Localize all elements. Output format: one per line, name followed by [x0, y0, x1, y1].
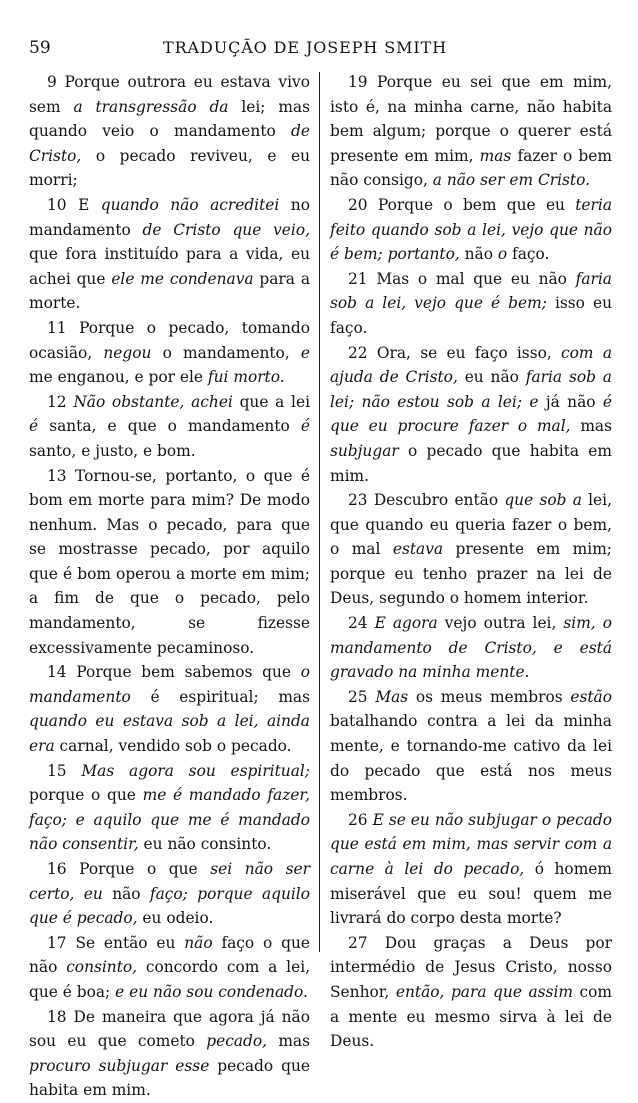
verse-italic-text: quando eu estava sob a lei, ainda era: [29, 712, 310, 756]
verse-text: eu não: [457, 368, 526, 387]
verse-20: [330, 193, 612, 267]
verse-number: 21: [348, 269, 368, 288]
verse-text: já não: [538, 392, 603, 411]
verse-21: [330, 267, 612, 341]
verse-text: concordo com a lei, que é boa;: [29, 958, 311, 1001]
verse-10: [29, 193, 310, 316]
verse-text: eu não consinto.: [138, 835, 272, 854]
verse-italic-text: Mas agora sou espiritual;: [81, 761, 310, 780]
verse-italic-text: então, para que assim: [395, 982, 573, 1001]
verse-text: o mandamento,: [151, 343, 301, 362]
verse-25: [330, 685, 612, 808]
verse-text: Descubro então: [373, 491, 505, 510]
verse-text: o pecado reviveu, e eu morri;: [29, 146, 310, 190]
verse-number: 27: [348, 933, 368, 952]
verse-italic-text: negou: [103, 343, 152, 362]
verse-italic-text: Não obstante, achei: [73, 392, 233, 411]
verse-italic-text: e eu não sou condenado.: [115, 982, 308, 1001]
verse-italic-text: fui morto.: [207, 368, 285, 387]
verse-italic-text: o mandamento: [29, 663, 310, 706]
left-column: [29, 70, 310, 1103]
verse-italic-text: faria sob a lei, vejo que é bem;: [330, 269, 612, 313]
verse-text: para a morte.: [29, 269, 310, 313]
verse-text: E: [78, 195, 101, 214]
verse-13: [29, 464, 310, 661]
verse-15: [29, 759, 310, 857]
verse-text: me enganou, e por ele: [29, 368, 208, 387]
verse-italic-text: pecado,: [206, 1032, 268, 1051]
verse-19: [330, 70, 612, 193]
verse-italic-text: subjugar: [330, 441, 399, 460]
verse-italic-text: que sob a: [504, 491, 582, 510]
verse-number: 24: [348, 614, 368, 633]
verse-number: 22: [348, 343, 368, 362]
verse-text: Porque o que: [79, 860, 211, 878]
verse-italic-text: estão: [570, 687, 612, 706]
verse-italic-text: mas: [479, 146, 512, 165]
verse-text: vejo outra lei,: [437, 614, 564, 633]
verse-text: pecado que habita em mim.: [29, 1056, 310, 1100]
verse-italic-text: procuro subjugar esse: [29, 1056, 210, 1075]
verse-text: Porque o pecado, tomando ocasião,: [29, 318, 310, 362]
verse-number: 10: [47, 195, 67, 214]
verse-23: [330, 488, 612, 611]
verse-text: mas: [267, 1032, 311, 1051]
verse-24: [330, 611, 612, 685]
verse-number: 15: [47, 761, 67, 780]
verse-italic-text: sei não ser certo, eu: [29, 860, 310, 903]
verse-number: 23: [348, 491, 368, 510]
verse-text: santa, e que o mandamento: [38, 417, 301, 436]
verse-number: 17: [47, 933, 67, 952]
verse-italic-text: quando não acreditei: [100, 195, 280, 214]
verse-text: Tornou-se, portanto, o que é bom em morte para mim? De modo nenhum. Mas o pecado, para que se mostrasse pecado, por aquilo que é bom operou a morte em mim; a fim de que o pecado, pelo mandamento, se fizesse excessivamente pecaminoso.: [29, 466, 310, 657]
page-number: 59: [29, 38, 51, 58]
verse-14: [29, 660, 310, 758]
verse-text: faço.: [507, 245, 550, 264]
verse-text: Mas o mal que eu não: [376, 269, 576, 288]
verse-26: [330, 808, 612, 931]
verse-italic-text: E agora: [374, 614, 438, 633]
verse-italic-text: E se eu não subjugar o pecado que está em mim, mas servir com a carne à lei do pecado,: [330, 810, 612, 878]
verse-text: ó homem miserável que eu sou! quem me livrará do corpo desta morte?: [330, 860, 612, 928]
verse-text: com a mente eu mesmo sirva à lei de Deus.: [330, 982, 612, 1051]
verse-text: Porque o bem que eu: [377, 195, 576, 214]
verse-number: 18: [47, 1007, 67, 1026]
verse-italic-text: consinto,: [66, 958, 138, 977]
verse-italic-text: a não ser em Cristo.: [432, 171, 590, 190]
verse-text: porque o que: [29, 786, 143, 805]
verse-text: De maneira que agora já não sou eu que cometo: [29, 1007, 310, 1051]
verse-italic-text: o: [497, 245, 508, 264]
verse-text: fazer o bem não consigo,: [330, 146, 612, 190]
verse-number: 13: [47, 466, 67, 485]
verse-italic-text: faço; porque aquilo que é pecado,: [29, 884, 310, 928]
verse-italic-text: faria sob a lei; não estou sob a lei; e: [330, 368, 612, 411]
verse-text: não: [102, 884, 150, 903]
verse-text: Porque eu sei que em mim, isto é, na minha carne, não habita bem algum; porque o querer está presente em mim,: [330, 73, 612, 165]
verse-27: [330, 931, 612, 1054]
verse-italic-text: a transgressão da: [73, 97, 229, 116]
verse-italic-text: ele me condenava: [111, 269, 254, 288]
verse-text: lei; mas quando veio o mandamento: [29, 97, 311, 141]
verse-text: os meus membros: [408, 687, 571, 706]
verse-italic-text: é: [29, 417, 39, 436]
verse-italic-text: Mas: [375, 687, 409, 706]
verse-text: Dou graças a Deus por intermédio de Jesus Cristo, nosso Senhor,: [330, 933, 612, 1001]
verse-italic-text: de Cristo que veio,: [142, 220, 310, 239]
verse-italic-text: me é mandado fazer, faço; e aquilo que me é mandado não consentir,: [29, 786, 310, 854]
verse-number: 12: [47, 392, 67, 411]
verse-text: isso eu faço.: [330, 294, 612, 337]
verse-number: 11: [47, 318, 67, 337]
verse-number: 25: [348, 687, 368, 706]
right-column: [330, 70, 612, 1054]
verse-text: lei, que quando eu queria fazer o bem, o mal: [330, 491, 612, 559]
verse-text: Se então eu: [75, 933, 185, 952]
verse-italic-text: teria feito quando sob a lei, vejo que não é bem; portanto,: [330, 195, 612, 264]
verse-18: [29, 1005, 310, 1103]
verse-text: que fora instituído para a vida, eu achei que: [29, 245, 310, 288]
verse-text: no mandamento: [29, 195, 310, 239]
running-title: TRADUÇÃO DE JOSEPH SMITH: [163, 38, 448, 57]
verse-italic-text: não: [184, 933, 213, 952]
column-divider: [319, 72, 320, 952]
verse-italic-text: é que eu procure fazer o mal,: [330, 392, 613, 436]
running-header: [0, 38, 638, 62]
verse-text: o pecado que habita em mim.: [330, 441, 612, 485]
verse-italic-text: e: [300, 343, 310, 362]
verse-text: presente em mim; porque eu tenho prazer na lei de Deus, segundo o homem interior.: [330, 540, 612, 608]
verse-number: 9: [47, 73, 57, 91]
verse-number: 16: [47, 860, 67, 878]
verse-text: faço o que não: [29, 933, 310, 977]
verse-text: não: [459, 245, 498, 264]
verse-number: 19: [348, 73, 368, 91]
verse-9: [29, 70, 310, 193]
verse-number: 26: [348, 810, 368, 829]
verse-text: Porque outrora eu estava vivo sem: [29, 73, 310, 116]
verse-12: [29, 390, 310, 464]
verse-number: 14: [47, 663, 67, 682]
verse-text: carnal, vendido sob o pecado.: [54, 737, 292, 756]
verse-italic-text: é: [300, 417, 310, 436]
verse-22: [330, 341, 612, 489]
verse-italic-text: com a ajuda de Cristo,: [330, 343, 612, 387]
verse-number: 20: [348, 195, 368, 214]
verse-17: [29, 931, 310, 1005]
verse-text: Porque bem sabemos que: [76, 663, 301, 682]
verse-italic-text: estava: [392, 540, 444, 559]
verse-text: Ora, se eu faço isso,: [376, 343, 562, 362]
verse-text: batalhando contra a lei da minha mente, e tornando-me cativo da lei do pecado que está nos meus membros.: [330, 712, 612, 805]
verse-text: é espiritual; mas: [130, 687, 310, 706]
verse-11: [29, 316, 310, 390]
verse-text: eu odeio.: [137, 909, 214, 928]
verse-italic-text: de Cristo,: [29, 122, 310, 165]
verse-16: [29, 857, 310, 931]
verse-text: que a lei: [232, 392, 310, 411]
verse-italic-text: sim, o mandamento de Cristo, e está gravado na minha mente.: [330, 614, 612, 682]
verse-text: mas: [570, 417, 613, 436]
verse-text: santo, e justo, e bom.: [29, 441, 196, 460]
